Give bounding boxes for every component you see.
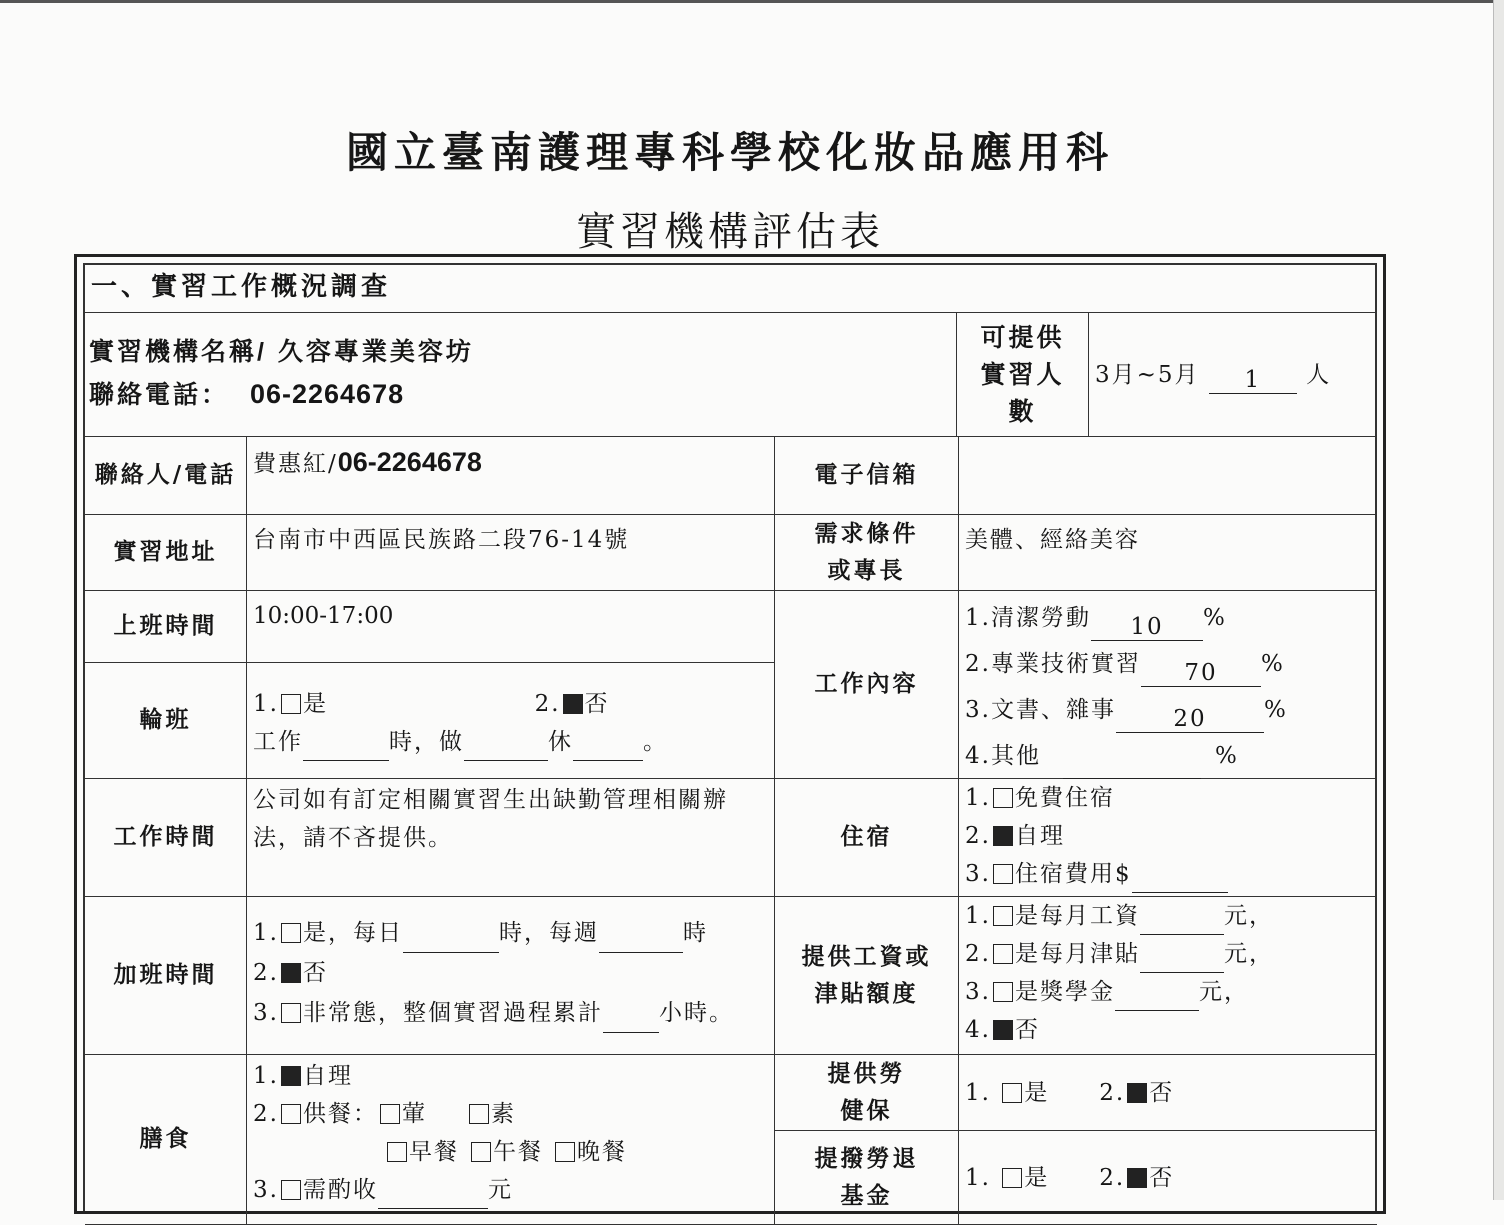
job-item-2-value[interactable]: 70 [1141, 656, 1261, 687]
org-phone: 06-2264678 [249, 379, 405, 409]
meals-veg-text: 素 [490, 1101, 516, 1127]
job-item-1-unit: % [1202, 605, 1227, 631]
job-item-3-value[interactable]: 20 [1116, 702, 1264, 733]
meals-dinner-checkbox[interactable] [555, 1142, 575, 1162]
pension-yes-checkbox[interactable] [1002, 1168, 1022, 1188]
lodging-opt3-text: 住宿費用$ [1014, 861, 1132, 887]
meals-veg-checkbox[interactable] [469, 1104, 489, 1124]
requirement-value: 美體、經絡美容 [959, 515, 1377, 591]
job-content-list [959, 591, 1377, 779]
requirement-label: 需求條件或專長 [775, 515, 959, 591]
job-item-4-text: 4.其他 [965, 743, 1041, 769]
salary-allowance-blank[interactable] [1140, 942, 1224, 973]
salary-opt1-num: 1. [965, 903, 991, 929]
meals-fee-checkbox[interactable] [281, 1180, 301, 1200]
shift-label: 輪班 [85, 663, 247, 779]
insurance-no-checkbox[interactable] [1127, 1083, 1147, 1103]
insurance-label: 提供勞健保 [775, 1055, 959, 1131]
insurance-opt1-text: 是 [1024, 1079, 1050, 1106]
meals-dinner-text: 晚餐 [577, 1139, 627, 1165]
meals-fee-blank[interactable] [378, 1178, 488, 1209]
shift-opt2-num: 2. [534, 691, 561, 717]
salary-opt2-text: 是每月津貼 [1014, 941, 1140, 967]
shift-opt1-num: 1. [253, 691, 279, 717]
salary-none-checkbox[interactable] [993, 1020, 1013, 1040]
job-item-2-unit: % [1260, 651, 1285, 677]
shift-rest-text: 休 [548, 729, 573, 755]
salary-options [959, 897, 1377, 1055]
capacity-value [1089, 313, 1377, 437]
worktime-value: 公司如有訂定相關實習生出缺勤管理相關辦法，請不吝提供。 [247, 779, 775, 897]
overtime-daily-blank[interactable] [403, 922, 499, 953]
salary-opt1-text: 是每月工資 [1014, 903, 1140, 929]
address-label: 實習地址 [85, 515, 247, 591]
shift-hours-text: 時，做 [389, 729, 464, 755]
meals-provided-checkbox[interactable] [281, 1104, 301, 1124]
pension-label: 提撥勞退基金 [775, 1131, 959, 1225]
salary-opt1-unit: 元， [1223, 903, 1274, 929]
lodging-fee-checkbox[interactable] [993, 864, 1013, 884]
job-item-1-value[interactable]: 10 [1091, 610, 1203, 641]
overtime-irregular-checkbox[interactable] [281, 1003, 301, 1023]
overtime-options [247, 897, 775, 1055]
lodging-opt2-num: 2. [965, 823, 991, 849]
salary-opt3-num: 3. [965, 979, 991, 1005]
shift-end-text: 。 [643, 729, 668, 755]
overtime-hours-text: 時 [682, 920, 708, 946]
capacity-label: 可提供實習人數 [957, 313, 1089, 437]
overtime-opt2-num: 2. [253, 960, 279, 986]
salary-opt2-num: 2. [965, 941, 991, 967]
salary-allowance-checkbox[interactable] [993, 944, 1013, 964]
lodging-free-checkbox[interactable] [993, 788, 1013, 808]
lodging-options [959, 779, 1377, 897]
org-info [85, 313, 957, 437]
salary-scholarship-blank[interactable] [1115, 980, 1199, 1011]
overtime-total-blank[interactable] [603, 1002, 659, 1033]
pension-options [959, 1131, 1377, 1225]
capacity-unit: 人 [1306, 361, 1332, 388]
job-item-3-unit: % [1263, 697, 1288, 723]
insurance-opt2-text: 否 [1149, 1079, 1175, 1106]
salary-scholarship-checkbox[interactable] [993, 982, 1013, 1002]
overtime-label: 加班時間 [85, 897, 247, 1055]
shift-opt2-text: 否 [584, 691, 610, 717]
form-table [74, 254, 1386, 1214]
overtime-opt1-num: 1. [253, 920, 279, 946]
salary-opt4-text: 否 [1014, 1017, 1040, 1043]
form-table-inner [83, 263, 1377, 1211]
job-content-label: 工作內容 [775, 591, 959, 779]
shift-value [247, 663, 775, 779]
capacity-count[interactable]: 1 [1209, 363, 1297, 394]
shift-off-days-blank[interactable] [573, 730, 643, 761]
shift-work-text: 工作 [253, 729, 303, 755]
insurance-yes-checkbox[interactable] [1002, 1083, 1022, 1103]
meals-lunch-checkbox[interactable] [471, 1142, 491, 1162]
shift-work-hours-blank[interactable] [303, 730, 389, 761]
overtime-yes-checkbox[interactable] [281, 923, 301, 943]
scan-edge [0, 0, 1504, 3]
meals-opt2-text: 供餐： [302, 1101, 378, 1127]
scan-edge-right [1493, 0, 1504, 1200]
insurance-opt1-num: 1. [965, 1079, 991, 1106]
lodging-label: 住宿 [775, 779, 959, 897]
shift-opt1-text: 是 [302, 691, 328, 717]
meals-lunch-text: 午餐 [493, 1139, 543, 1165]
meals-opt2-num: 2. [253, 1101, 279, 1127]
lodging-self-checkbox[interactable] [993, 826, 1013, 846]
lodging-opt3-num: 3. [965, 861, 991, 887]
lodging-opt2-text: 自理 [1014, 823, 1065, 849]
overtime-opt3-num: 3. [253, 1000, 279, 1026]
salary-wage-blank[interactable] [1140, 904, 1224, 935]
capacity-period: 3月~5月 [1095, 361, 1200, 388]
meals-meat-checkbox[interactable] [380, 1104, 400, 1124]
contact-name: 費惠紅/ [253, 451, 338, 477]
meals-breakfast-text: 早餐 [409, 1139, 459, 1165]
meals-opt1-text: 自理 [302, 1063, 353, 1089]
org-name: 久容專業美容坊 [277, 338, 474, 366]
contact-label: 聯絡人/電話 [85, 437, 247, 515]
salary-wage-checkbox[interactable] [993, 906, 1013, 926]
contact-value [247, 437, 775, 515]
meals-self-checkbox[interactable] [281, 1066, 301, 1086]
worktime-label: 工作時間 [85, 779, 247, 897]
lodging-opt1-num: 1. [965, 785, 991, 811]
overtime-opt3-text: 非常態，整個實習過程累計 [302, 1000, 603, 1026]
salary-opt3-text: 是獎學金 [1014, 979, 1115, 1005]
overtime-no-checkbox[interactable] [281, 963, 301, 983]
overtime-weekly-text: 時，每週 [498, 920, 599, 946]
meals-opt1-num: 1. [253, 1063, 279, 1089]
contact-phone: 06-2264678 [337, 447, 482, 477]
address-value: 台南市中西區民族路二段76-14號 [247, 515, 775, 591]
hours-value: 10:00-17:00 [247, 591, 775, 663]
salary-opt2-unit: 元， [1223, 941, 1274, 967]
email-label: 電子信箱 [775, 437, 959, 515]
pension-opt2-text: 否 [1149, 1164, 1175, 1191]
meals-opt3-text: 需酌收 [302, 1177, 378, 1203]
insurance-options [959, 1055, 1377, 1131]
meals-label: 膳食 [85, 1055, 247, 1225]
job-item-3-text: 3.文書、雜事 [965, 697, 1116, 723]
job-item-4-value[interactable] [1063, 748, 1201, 779]
pension-opt1-text: 是 [1024, 1164, 1050, 1191]
meals-meat-text: 葷 [401, 1101, 427, 1127]
pension-opt2-num: 2. [1099, 1164, 1126, 1191]
job-item-2-text: 2.專業技術實習 [965, 651, 1141, 677]
overtime-weekly-blank[interactable] [599, 922, 683, 953]
shift-on-days-blank[interactable] [464, 730, 548, 761]
meals-opt3-num: 3. [253, 1177, 279, 1203]
email-value[interactable] [959, 437, 1377, 515]
section-header: 一、實習工作概況調查 [85, 265, 1377, 313]
job-item-1-text: 1.清潔勞動 [965, 605, 1091, 631]
school-title: 國立臺南護理專科學校化妝品應用科 [345, 128, 1114, 177]
org-phone-label: 聯絡電話： [89, 381, 230, 409]
pension-opt1-num: 1. [965, 1164, 991, 1191]
meals-opt3-unit: 元 [487, 1177, 513, 1203]
insurance-opt2-num: 2. [1099, 1079, 1126, 1106]
salary-opt4-num: 4. [965, 1017, 991, 1043]
overtime-total-unit: 小時。 [658, 1000, 734, 1026]
salary-opt3-unit: 元， [1198, 979, 1249, 1005]
meals-breakfast-checkbox[interactable] [387, 1142, 407, 1162]
overtime-opt2-text: 否 [302, 960, 328, 986]
shift-yes-checkbox[interactable] [281, 694, 301, 714]
salary-label: 提供工資或津貼額度 [775, 897, 959, 1055]
form-title: 實習機構評估表 [576, 209, 884, 255]
org-name-label: 實習機構名稱/ [89, 338, 267, 366]
shift-no-checkbox[interactable] [563, 694, 583, 714]
hours-label: 上班時間 [85, 591, 247, 663]
overtime-opt1-text: 是，每日 [302, 920, 403, 946]
lodging-opt1-text: 免費住宿 [1014, 785, 1115, 811]
lodging-fee-blank[interactable] [1132, 862, 1228, 893]
job-item-4-unit: % [1214, 743, 1239, 769]
pension-no-checkbox[interactable] [1127, 1168, 1147, 1188]
